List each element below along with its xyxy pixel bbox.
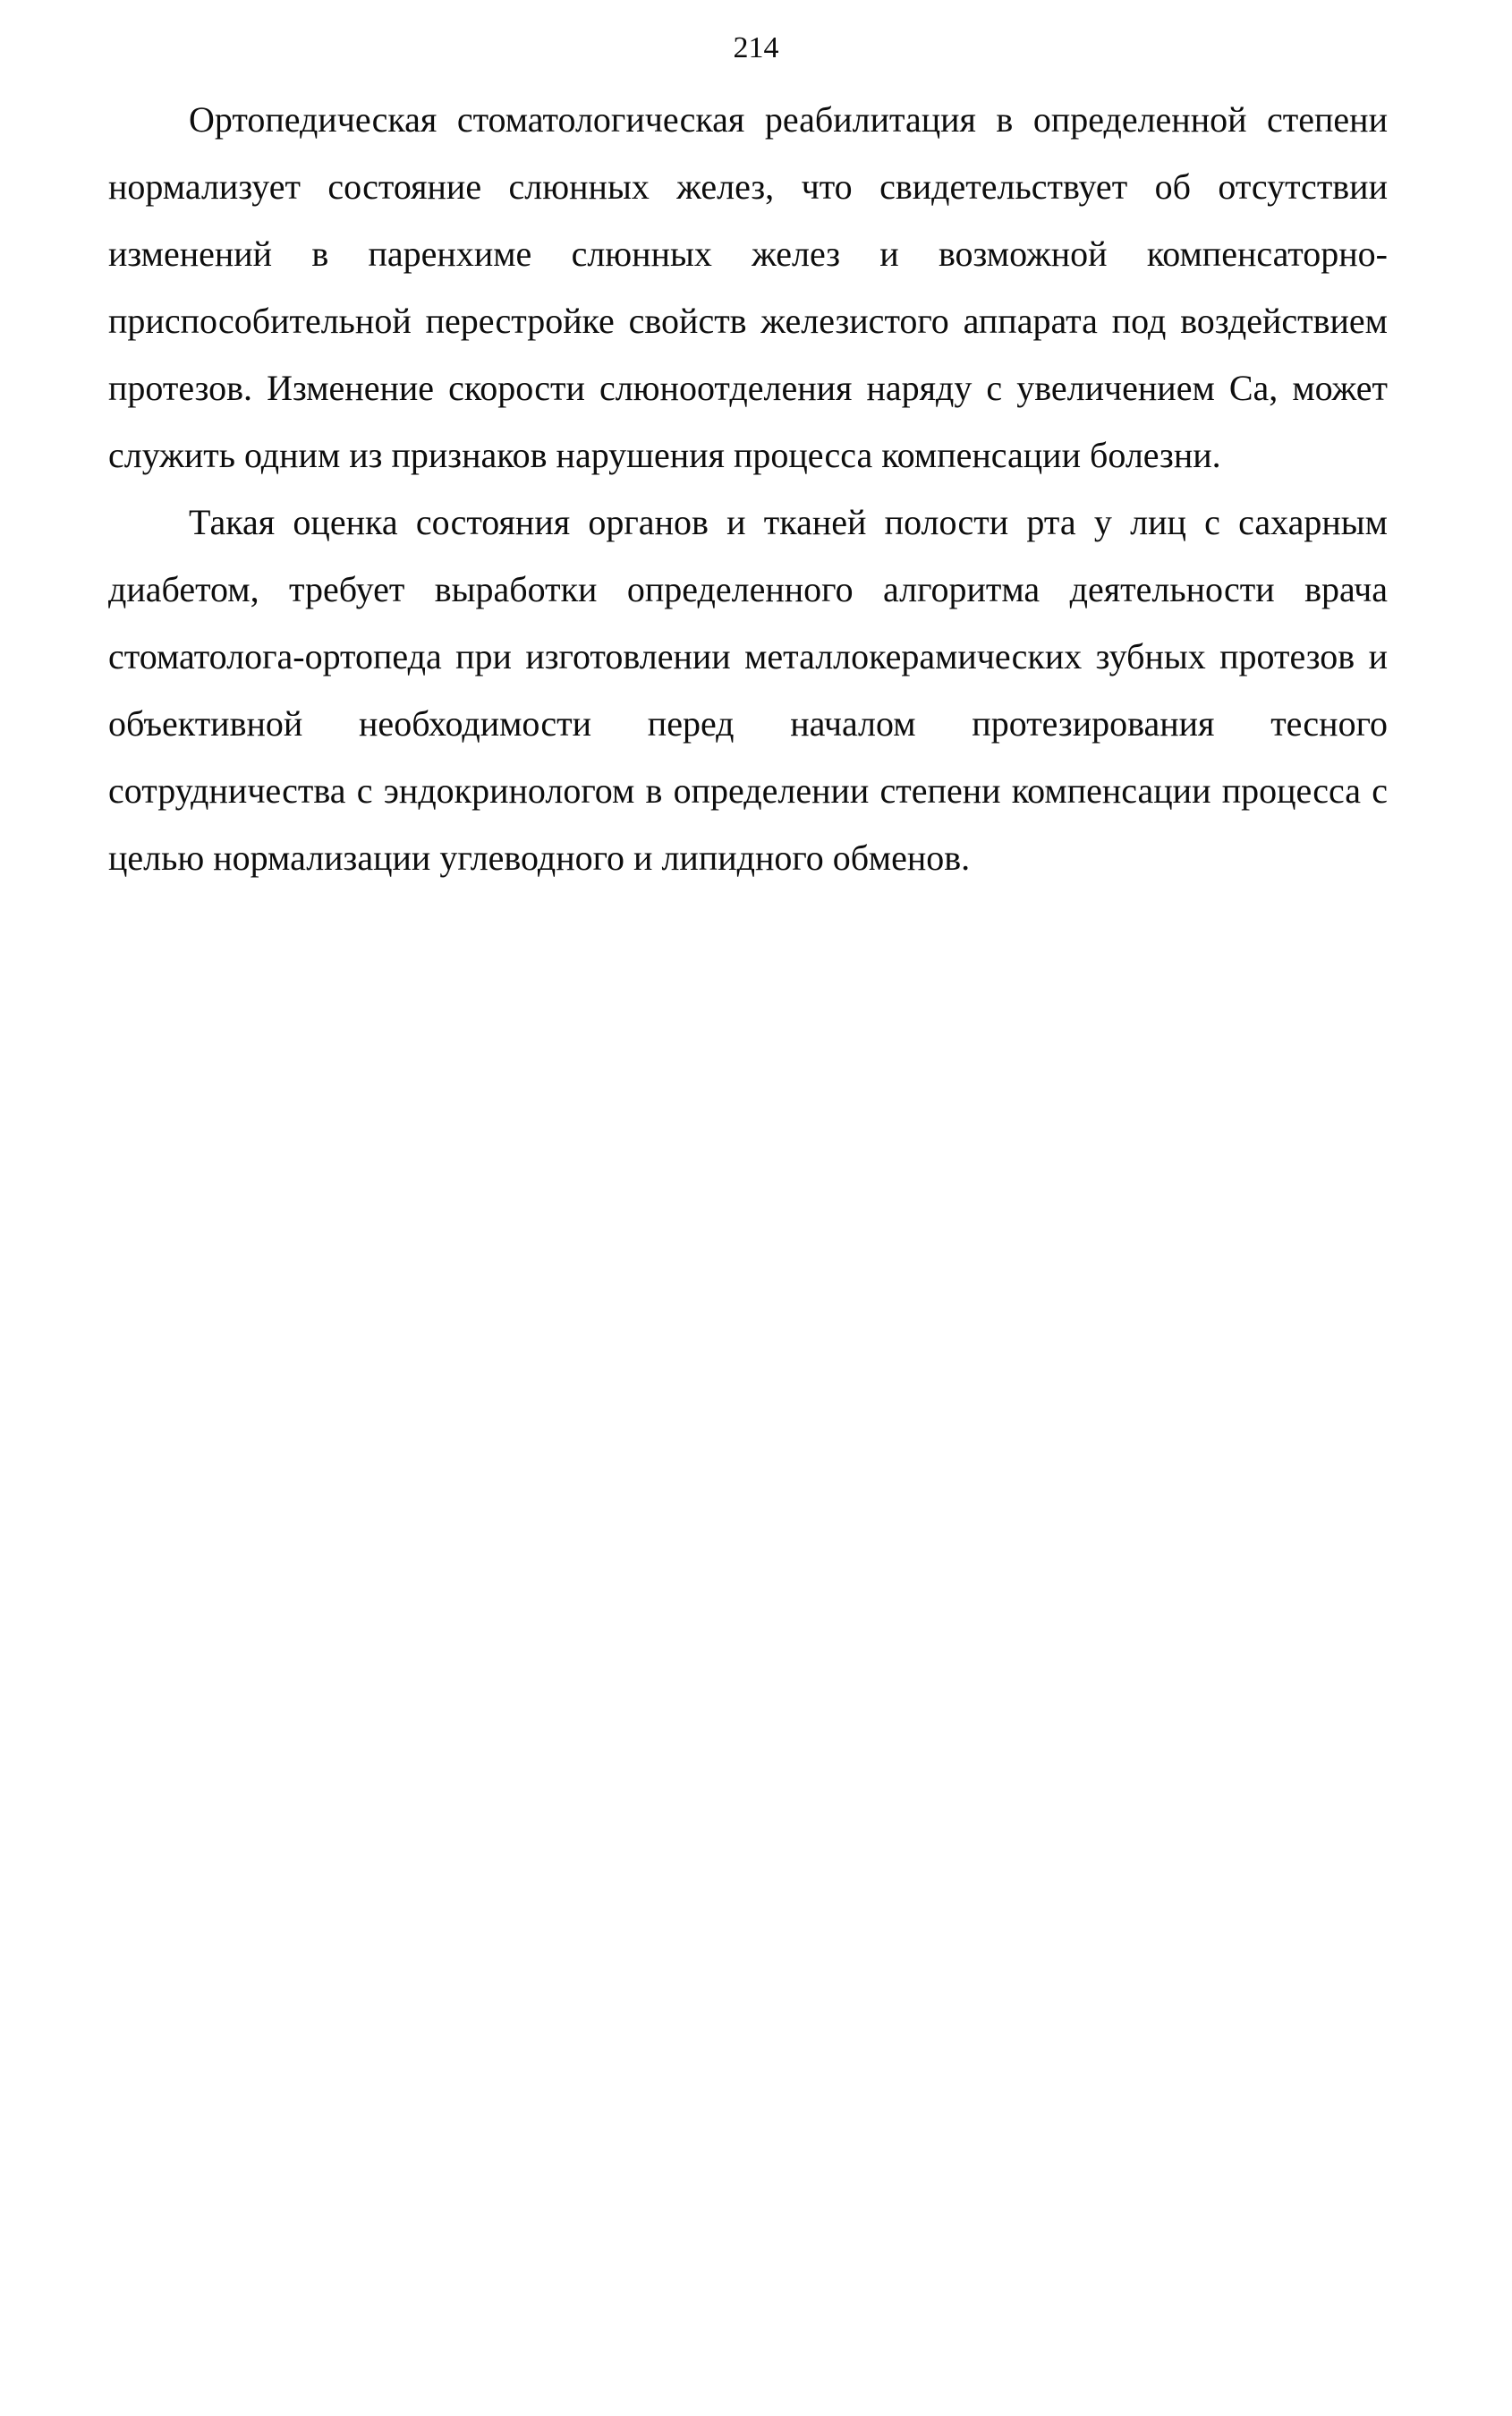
body-text <box>108 86 1388 891</box>
paragraph-assessment-algorithm: Такая оценка состояния органов и тканей полости рта у лиц с сахарным диабетом, требует выработки определенного алгоритма деятельности врача стоматолога-ортопеда при изготовлении металлокерамических зубных протезов и объективной необходимости перед началом протезирования тесного сотрудничества с эндокринологом в определении степени компенсации процесса с целью нормализации углеводного и липидного обменов. <box>108 502 1388 878</box>
paragraph-orthopedic-rehabilitation: Ортопедическая стоматологическая реабилитация в определенной степени нормализует состояние слюнных желез, что свидетельствует об отсутствии изменений в паренхиме слюнных желез и возможной компенсаторно-приспособительной перестройке свойств железистого аппарата под воздействием протезов. Изменение скорости слюноотделения наряду с увеличением Са, может служить одним из признаков нарушения процесса компенсации болезни. <box>108 99 1388 475</box>
page-number: 214 <box>733 31 779 64</box>
